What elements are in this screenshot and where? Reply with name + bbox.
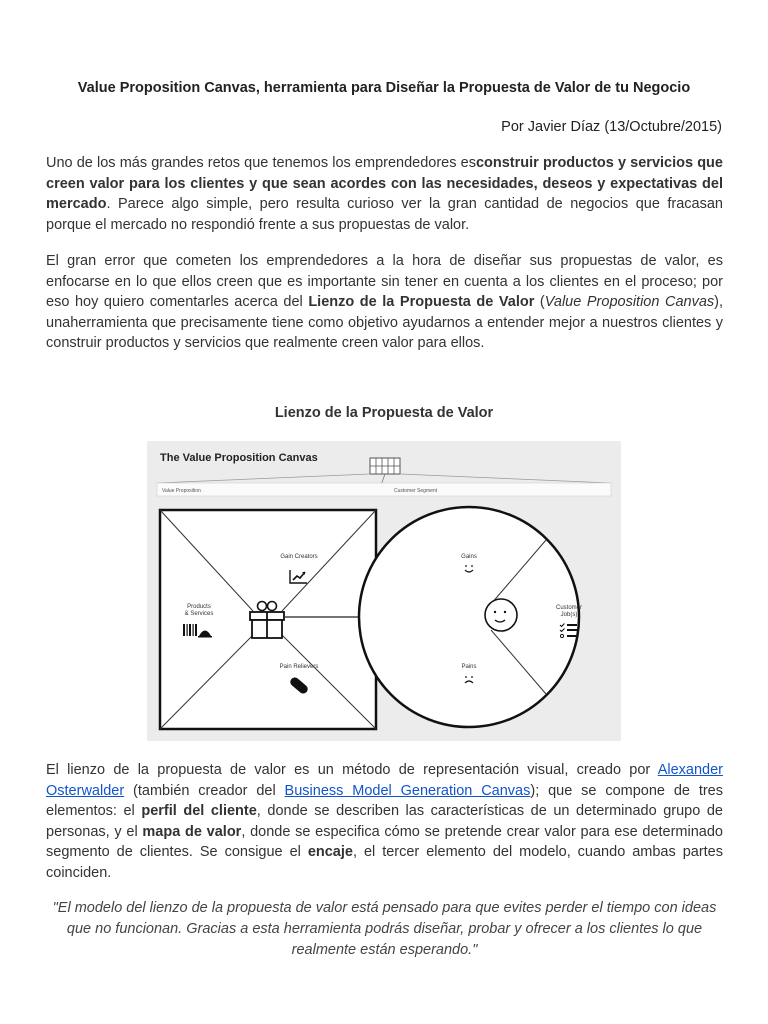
p3-text-b: (también creador del (124, 782, 285, 799)
products-label-line1: Products (187, 604, 211, 610)
p1-text-a: Uno de los más grandes retos que tenemos los emprendedores es (46, 155, 476, 171)
p3-bold-mapa: mapa de valor (142, 823, 242, 840)
p3-text-a: El lienzo de la propuesta de valor es un método de representación visual, creado por (46, 762, 658, 778)
p3-text-c: ); que se compone de tres elementos: el (46, 782, 723, 820)
p2-bold: Lienzo de la Propuesta de Valor (308, 294, 535, 311)
gains-label: Gains (461, 554, 477, 560)
value-proposition-canvas-figure (147, 441, 621, 741)
p2-text-c: ( (534, 294, 545, 311)
value-proposition-label: Value Proposition (162, 488, 201, 494)
link-business-model-canvas[interactable]: Business Model Generation Canvas (284, 782, 531, 799)
p2-italic: Value Proposition Canvas (544, 294, 715, 311)
figure-caption: Lienzo de la Propuesta de Valor (274, 405, 494, 421)
customer-jobs-label-line2: Job(s) (560, 612, 578, 618)
canvas-title: The Value Proposition Canvas (160, 452, 318, 464)
p3-text-g: , donde se especifica cómo se pretende crear valor para ese determinado segmento de clientes. Se consigue el (46, 823, 723, 861)
paragraph-intro (46, 153, 723, 235)
products-label-line2: & Services (184, 611, 214, 617)
p3-text-e: , donde se describen las características de un determinado grupo de personas, y el (46, 803, 723, 840)
customer-face-icon (485, 599, 517, 631)
customer-jobs-label-line1: Customer (555, 605, 583, 611)
mini-canvas-icon (370, 458, 400, 474)
p3-bold-encaje: encaje (307, 844, 353, 861)
p2-text-e: ), unaherramienta que precisamente tiene como objetivo ayudarnos a entender mejor a nuestros clientes y construir productos y servicios que realmente creen valor para ellos. (46, 294, 724, 352)
quote-block: "El modelo del lienzo de la propuesta de valor está pensado para que evites perder el tiempo con ideas que no funcionan. Gracias a esta herramienta podrás diseñar, probar y ofrecer a los clientes lo que realmente están esperando." (52, 900, 717, 958)
paragraph-error (46, 251, 723, 354)
p1-bold: construir productos y servicios que creen valor para los clientes y que sean acordes con las necesidades, deseos y expectativas del mercado (46, 155, 723, 213)
customer-segment-label: Customer Segment (394, 488, 438, 494)
p3-bold-perfil: perfil del cliente (141, 803, 257, 820)
link-alexander-osterwalder[interactable]: Alexander Osterwalder (46, 762, 723, 799)
customer-profile (359, 507, 579, 727)
canvas-diagram (147, 441, 621, 741)
gain-creators-label: Gain Creators (280, 554, 318, 560)
pains-label: Pains (461, 664, 477, 670)
pain-relievers-label: Pain Relievers (279, 664, 319, 670)
paragraph-description (46, 760, 723, 884)
p2-text-a: El gran error que cometen los emprendedores a la hora de diseñar sus propuestas de valor, es enfocarse en lo que ellos creen que es importante sin tener en cuenta a los clientes en el proceso; por eso hoy quiero comentarles acerca del (46, 253, 723, 311)
p3-text-i: , el tercer elemento del modelo, cuando ambas partes coinciden. (46, 844, 723, 881)
p1-text-c: . Parece algo simple, pero resulta curioso ver la gran cantidad de negocios que fracasan porque el mercado no respondió frente a sus propuestas de valor. (46, 196, 723, 233)
article-byline: Por Javier Díaz (13/Octubre/2015) (501, 119, 722, 135)
article-title: Value Proposition Canvas, herramienta para Diseñar la Propuesta de Valor de tu Negocio (77, 80, 691, 96)
